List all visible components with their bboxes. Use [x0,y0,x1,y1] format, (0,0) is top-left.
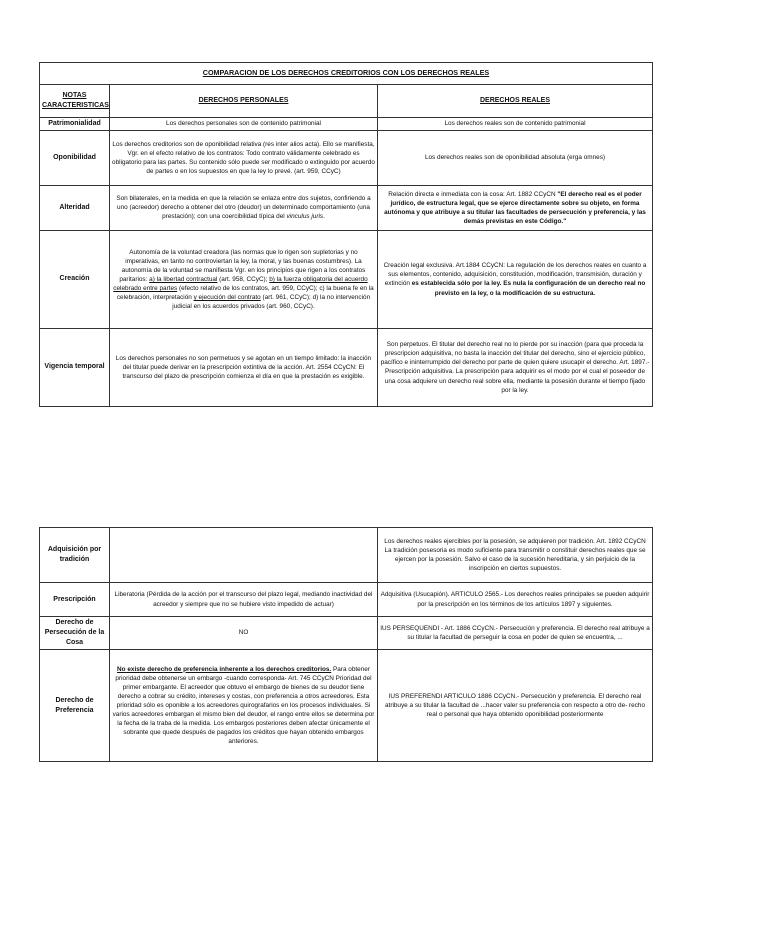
cell-real-creacion [378,230,653,328]
row-label-creacion: Creación [40,230,110,328]
preferencia-personal-text: Para obtener prioridad debe obtenerse un embargo -cuando corresponda- Art. 745 CCyCN Prioridad del primer embargante. El acreedor que obtuvo el embargo de bienes de su deudor tiene derecho a cobrar su crédito, intereses y costas, con preferencia a otros acreedores. Esta prioridad sólo es oponible a los acreedores quirografarios en los procesos individuales. Si varios acreedores embargan el mismo bien del deudor, el rango entre ellos se determina por la fecha de la traba de la medida. Los embargos posteriores deben afectar únicamente el sobrante que quede después de pagados los créditos que hayan obtenido embargos anteriores. [112,665,375,746]
cell-personal-preferencia [110,650,378,762]
creacion-text-1: Autonomía de la voluntad creadora (las normas que lo rigen son supletorias y no imperativas, en tanto no controviertan la ley, la moral, y las buenas costumbres). La autonomía de la voluntad se manifiesta Vgr. en los principios que rigen a los contratos paritarios: [119,248,366,283]
preferencia-personal-bold: No existe derecho de preferencia inherente a los derechos creditorios. [117,665,332,673]
cell-real-alteridad [378,185,653,230]
row-label-preferencia: Derecho de Preferencia [40,650,110,762]
header-personales: DERECHOS PERSONALES [110,85,378,118]
row-label-adquisicion: Adquisición por tradición [40,528,110,583]
comparison-table-2 [39,527,653,762]
cell-personal-prescripcion: Liberatoria (Pérdida de la acción por el transcurso del plazo legal, mediando inactividad del acreedor y siempre que no se hubiere visto impedido de actuar) [110,583,378,617]
row-label-persecucion: Derecho de Persecución de la Cosa [40,617,110,650]
cell-personal-vigencia: Los derechos personales no son permetuos y se agotan en un tiempo limitado: la inacción del titular puede derivar en la prescripción extintiva de la acción. Art. 2554 CCyCN: El transcurso del plazo de prescripción comienza el día en que la prestación es exigible. [110,328,378,406]
comparison-table-1 [39,62,653,407]
creacion-text-4: (art. 961, CCyC); d) la no intervención judicial en los acuerdos privados (art. 960, CCyC). [172,294,371,311]
row-label-patrimonialidad: Patrimonialidad [40,118,110,131]
cell-real-adquisicion: Los derechos reales ejercibles por la posesión, se adquieren por tradición. Art. 1892 CCyCN La tradición posesoria es modo suficiente para transmitir o constituir derechos reales que se ejercen por la posesión. Salvo el caso de la sucesión hereditaria, y sin perjuicio de la inscripción en ciertos supuestos. [378,528,653,583]
alteridad-personal-text: Son bilaterales, en la medida en que la relación se enlaza entre dos sujetos, confiriendo a uno (acreedor) derecho a obtener del otro (deudor) un determinado comportamiento (una prestación); con una coercibilidad típica del [116,195,371,221]
cell-personal-patrimonialidad: Los derechos personales son de contenido patrimonial [110,118,378,131]
creacion-underline-2: b) la fuerza obligatoria del acuerdo celebrado entre partes [113,275,368,292]
cell-real-persecucion: IUS PERSEQUENDI - Art. 1886 CCyCN.- Persecución y preferencia. El derecho real atribuye a su titular la facultad de perseguir la cosa en poder de quien se encuentra, ... [378,617,653,650]
cell-real-oponibilidad: Los derechos reales son de oponibilidad absoluta (erga omnes) [378,130,653,185]
vinculus-juris-text: vinculus juris [286,213,324,221]
creacion-text-3: (efecto relativo de los contratos, art. 959, CCyC); c) la buena fe en la celebración, interpretación [116,284,374,302]
creacion-underline-3: y ejecución del contrato [193,294,261,302]
cell-real-vigencia: Son perpetuos. El titular del derecho real no lo pierde por su inacción (para que proceda la prescripcion adquisitiva, no basta la inacción del titular del derecho, sino el ejercicio público, pacífico e ininterrumpido del derecho por parte de quien quiere usucapir el derecho. Art. 1897.- Prescripción adquisitiva. La prescripción para adquirir es el modo por el cual el poseedor de una cosa adquiere un derecho real sobre ella, mediante la posesión durante el tiempo fijado por la ley. [378,328,653,406]
cell-personal-oponibilidad: Los derechos creditorios son de oponibilidad relativa (res inter alios acta). Ello se manifiesta, Vgr. en el efecto relativo de los contratos: Todo contrato válidamente celebrado es obligatorio para las partes. Su contenido sólo puede ser modificado o extinguido por acuerdo de partes o en los supuestos en que la ley lo prevé. (art. 959, CCyC) [110,130,378,185]
row-label-prescripcion: Prescripción [40,583,110,617]
table-title: COMPARACION DE LOS DERECHOS CREDITORIOS CON LOS DERECHOS REALES [40,63,653,85]
header-notas: NOTAS CARACTERISTICAS [40,85,110,118]
creacion-real-bold: es establecida sólo por la ley. Es nula la configuración de un derecho real no previsto en la ley, o la modificación de su estructura. [411,280,646,297]
cell-personal-adquisicion [110,528,378,583]
creacion-real-text: Creación legal exclusiva. Art.1884 CCyCN: La regulación de los derechos reales en cuanto a sus elementos, contenido, adquisición, constitución, modificación, transmisión, duración y extinción [383,262,647,288]
cell-real-preferencia: IUS PREFERENDI ARTICULO 1886 CCyCN.- Persecución y preferencia. El derecho real atribuye a su titular la facultad de ...hacer valer su preferencia con respecto a otro de- recho real o personal que haya obtenido oponibilidad posteriormente [378,650,653,762]
cell-personal-alteridad [110,185,378,230]
alteridad-personal-end: . [323,213,325,221]
row-label-vigencia: Vigencia temporal [40,328,110,406]
cell-real-patrimonialidad: Los derechos reales son de contenido patrimonial [378,118,653,131]
creacion-underline-1: a) la libertad contractual [149,275,218,283]
alteridad-real-text: Relación directa e inmediata con la cosa: Art. 1882 CCyCN [388,190,558,198]
alteridad-real-quote: "El derecho real es el poder jurídico, de estructura legal, que se ejerce directamente sobre su objeto, en forma autónoma y que atribuye a su titular las facultades de persecución y preferencia, y las demás previstas en este Código." [384,190,646,226]
row-label-oponibilidad: Oponibilidad [40,130,110,185]
header-reales: DERECHOS REALES [378,85,653,118]
creacion-text-2: (art. 958, CCyC); [217,275,270,283]
cell-real-prescripcion: Adquisitiva (Usucapión). ARTICULO 2565.- Los derechos reales principales se pueden adquirir por la prescripción en los términos de los artículos 1897 y siguientes. [378,583,653,617]
cell-personal-persecucion: NO [110,617,378,650]
cell-personal-creacion [110,230,378,328]
row-label-alteridad: Alteridad [40,185,110,230]
